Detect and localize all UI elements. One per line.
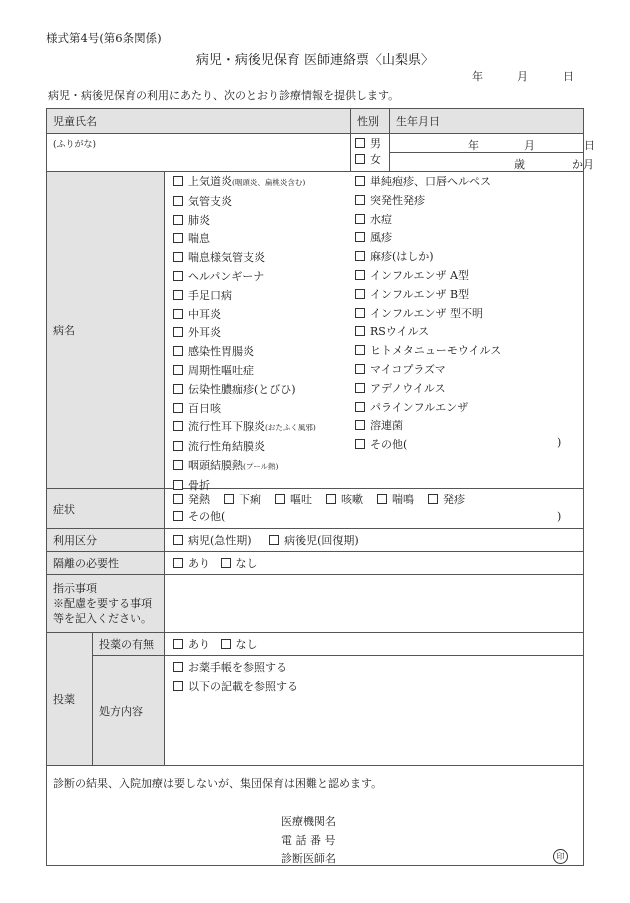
checkbox-icon (173, 384, 183, 394)
checkbox-icon (173, 176, 183, 186)
prescription-below-option[interactable]: 以下の記載を参照する (173, 677, 575, 696)
symptoms-row (173, 491, 575, 508)
usage-label: 利用区分 (47, 529, 165, 552)
checkbox-icon (173, 558, 183, 568)
disease-option[interactable]: ヘルパンギーナ (173, 268, 316, 287)
checkbox-icon (221, 558, 231, 568)
isolation-label: 隔離の必要性 (47, 552, 165, 575)
checkbox-icon (326, 494, 336, 504)
disease-option[interactable]: 風疹 (355, 229, 501, 248)
checkbox-icon (355, 326, 365, 336)
prescription-label: 処方内容 (93, 656, 165, 766)
checkbox-icon (173, 309, 183, 319)
disease-option[interactable]: 単純疱疹、口唇ヘルペス (355, 173, 501, 192)
disease-option[interactable]: 流行性耳下腺炎(おたふく風邪) (173, 418, 316, 438)
checkbox-icon (355, 364, 365, 374)
checkbox-icon (173, 460, 183, 470)
header-year: 年 (472, 70, 483, 83)
birthdate-label: 生年月日 (390, 109, 584, 134)
disease-option[interactable]: インフルエンザ A型 (355, 267, 501, 286)
signature-area (47, 766, 584, 866)
birth-day: 日 (584, 139, 595, 152)
disease-option[interactable]: 気管支炎 (173, 193, 316, 212)
disease-list-left (173, 173, 316, 496)
doctor-label: 診断医師名 (281, 852, 336, 865)
furigana-label: (ふりがな) (53, 140, 97, 150)
disease-option[interactable]: RSウイルス (355, 323, 501, 342)
seal-icon: 印 (553, 849, 568, 864)
birthdate-field[interactable] (390, 134, 595, 172)
disease-option[interactable]: 突発性発疹 (355, 192, 501, 211)
isolation-yes-option[interactable]: あり (173, 557, 210, 570)
sex-label: 性別 (351, 109, 390, 134)
symptom-option[interactable]: 喘鳴 (377, 493, 414, 506)
checkbox-icon (355, 308, 365, 318)
instructions-label: 指示事項 ※配慮を要する事項 等を記入ください。 (47, 575, 165, 633)
checkbox-icon (428, 494, 438, 504)
disease-option[interactable]: 水痘 (355, 211, 501, 230)
disease-list-right (355, 173, 501, 455)
child-name-field[interactable] (47, 134, 351, 172)
checkbox-icon (173, 662, 183, 672)
checkbox-icon (173, 346, 183, 356)
isolation-options (165, 552, 584, 575)
checkbox-icon (173, 681, 183, 691)
checkbox-icon (275, 494, 285, 504)
phone-label: 電 話 番 号 (281, 834, 336, 847)
sex-male-option[interactable]: 男 (355, 136, 385, 152)
checkbox-icon (221, 639, 231, 649)
checkbox-icon (224, 494, 234, 504)
age-months: か月 (572, 158, 594, 171)
disease-option[interactable]: マイコプラズマ (355, 361, 501, 380)
sex-female-option[interactable]: 女 (355, 152, 385, 168)
checkbox-icon (173, 290, 183, 300)
checkbox-icon (355, 214, 365, 224)
prescription-notebook-option[interactable]: お薬手帳を参照する (173, 658, 575, 677)
disease-option[interactable]: 手足口病 (173, 287, 316, 306)
age-years: 歳 (514, 158, 525, 171)
isolation-no-option[interactable]: なし (221, 557, 258, 570)
child-name-label: 児童氏名 (47, 109, 351, 134)
symptom-option[interactable]: 発疹 (428, 493, 465, 506)
disease-other-option[interactable]: その他( (355, 436, 501, 455)
checkbox-icon (355, 345, 365, 355)
checkbox-icon (355, 420, 365, 430)
checkbox-icon (355, 289, 365, 299)
checkbox-icon (355, 402, 365, 412)
checkbox-icon (173, 639, 183, 649)
disease-option[interactable]: 麻疹(はしか) (355, 248, 501, 267)
checkbox-icon (173, 535, 183, 545)
checkbox-icon (173, 327, 183, 337)
document-title: 病児・病後児保育 医師連絡票〈山梨県〉 (195, 53, 435, 68)
disease-options (165, 172, 584, 492)
checkbox-icon (173, 196, 183, 206)
usage-options (165, 529, 584, 552)
disease-option[interactable]: 喘息様気管支炎 (173, 249, 316, 268)
sex-field (351, 134, 390, 172)
disease-option[interactable]: 喘息 (173, 230, 316, 249)
checkbox-icon (173, 233, 183, 243)
usage-recovery-option[interactable]: 病後児(回復期) (269, 534, 359, 547)
checkbox-icon (377, 494, 387, 504)
birth-month: 月 (524, 139, 535, 152)
medical-report-form (46, 108, 595, 866)
disease-option[interactable]: パラインフルエンザ (355, 399, 501, 418)
checkbox-icon (355, 251, 365, 261)
disease-option[interactable]: 伝染性膿痂疹(とびひ) (173, 381, 316, 400)
medication-yes-option[interactable]: あり (173, 638, 210, 651)
disease-other-close: ) (557, 436, 562, 449)
checkbox-icon (173, 403, 183, 413)
usage-sick-option[interactable]: 病児(急性期) (173, 534, 252, 547)
disease-option[interactable]: インフルエンザ B型 (355, 286, 501, 305)
checkbox-icon (173, 511, 183, 521)
checkbox-icon (355, 176, 365, 186)
checkbox-icon (173, 252, 183, 262)
checkbox-icon (173, 494, 183, 504)
checkbox-icon (355, 383, 365, 393)
disease-option[interactable]: 感染性胃腸炎 (173, 343, 316, 362)
disease-option[interactable]: 外耳炎 (173, 324, 316, 343)
checkbox-icon (173, 421, 183, 431)
checkbox-icon (355, 232, 365, 242)
checkbox-icon (173, 365, 183, 375)
checkbox-icon (269, 535, 279, 545)
form-number: 様式第4号(第6条関係) (46, 31, 162, 45)
prescription-options (165, 656, 584, 766)
disease-label: 病名 (47, 172, 165, 489)
diagnosis-statement: 診断の結果、入院加療は要しないが、集団保育は困難と認めます。 (53, 777, 383, 790)
checkbox-icon (173, 215, 183, 225)
symptoms-label: 症状 (47, 489, 165, 529)
intro-text: 病児・病後児保育の利用にあたり、次のとおり診療情報を提供します。 (48, 89, 400, 102)
disease-option[interactable]: インフルエンザ 型不明 (355, 305, 501, 324)
header-month: 月 (517, 70, 528, 83)
medication-no-option[interactable]: なし (221, 638, 258, 651)
institution-label: 医療機関名 (281, 815, 336, 828)
disease-option[interactable]: 流行性角結膜炎 (173, 438, 316, 457)
disease-option[interactable]: 上気道炎(咽頭炎、扁桃炎含む) (173, 173, 316, 193)
disease-option[interactable]: 肺炎 (173, 212, 316, 231)
symptom-option[interactable]: 発熱 (173, 493, 210, 506)
symptoms-options (165, 489, 584, 529)
symptom-option[interactable]: 嘔吐 (275, 493, 312, 506)
disease-option[interactable]: アデノウイルス (355, 380, 501, 399)
medication-presence-options (165, 633, 584, 656)
instructions-field[interactable] (165, 575, 584, 633)
medication-presence-label: 投薬の有無 (93, 633, 165, 656)
checkbox-icon (355, 154, 365, 164)
disease-option[interactable]: ヒトメタニューモウイルス (355, 342, 501, 361)
symptom-option[interactable]: 下痢 (224, 493, 261, 506)
symptom-other-close: ) (557, 510, 562, 523)
disease-option[interactable]: 咽頭結膜熱(プール熱) (173, 457, 316, 477)
medication-label: 投薬 (47, 633, 93, 766)
disease-option[interactable]: 骨折 (173, 477, 316, 496)
symptom-other-option[interactable]: その他( (173, 508, 575, 525)
checkbox-icon (355, 439, 365, 449)
symptom-option[interactable]: 咳嗽 (326, 493, 363, 506)
disease-option[interactable]: 中耳炎 (173, 306, 316, 325)
checkbox-icon (355, 138, 365, 148)
disease-option[interactable]: 溶連菌 (355, 417, 501, 436)
checkbox-icon (173, 441, 183, 451)
checkbox-icon (173, 271, 183, 281)
disease-option[interactable]: 周期性嘔吐症 (173, 362, 316, 381)
checkbox-icon (355, 195, 365, 205)
checkbox-icon (355, 270, 365, 280)
birth-year: 年 (468, 139, 479, 152)
header-day: 日 (563, 70, 574, 83)
disease-option[interactable]: 百日咳 (173, 400, 316, 419)
